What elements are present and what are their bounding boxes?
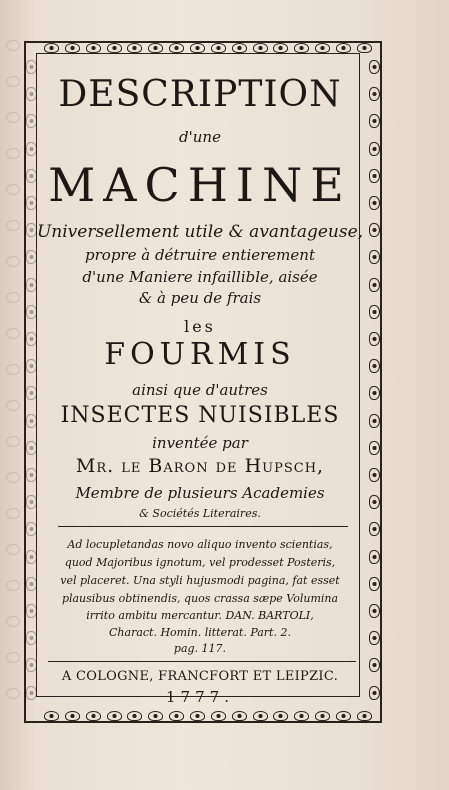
imprint-place: A COLOGNE, FRANCFORT ET LEIPZIC.: [61, 669, 339, 684]
author-name: Mr. le Baron de Hupsch,: [75, 455, 325, 477]
subtitle-line-4: & à peu de frais: [138, 289, 262, 307]
top-ornament-band: [44, 43, 372, 53]
title-description: DESCRIPTION: [58, 74, 342, 115]
quote-line-3: vel placeret. Una styli hujusmodi pagina, fat esset: [60, 574, 340, 587]
subtitle-line-3: d'une Maniere infaillible, aisée: [82, 268, 318, 286]
author-societies: & Sociétés Literaires.: [139, 507, 261, 520]
title-machine: MACHINE: [48, 158, 352, 212]
subtitle-les: les: [184, 317, 216, 336]
title-insectes: INSECTES NUISIBLES: [60, 403, 340, 428]
imprint-year: 1777.: [166, 688, 234, 706]
quote-line-6: Charact. Homin. litterat. Part. 2.: [109, 626, 291, 639]
quote-line-5: irrito ambitu mercantur. DAN. BARTOLI,: [86, 609, 314, 622]
bottom-ornament-band: [44, 711, 372, 721]
author-membership: Membre de plusieurs Academies: [75, 484, 325, 502]
subtitle-line-1: Universellement utile & avantageuse,: [36, 222, 364, 242]
title-fourmis: FOURMIS: [104, 337, 296, 372]
subtitle-ainsi: ainsi que d'autres: [132, 381, 268, 399]
quote-line-1: Ad locupletandas novo aliquo invento scientias,: [67, 538, 333, 551]
rule-above-quote: [58, 526, 348, 527]
subtitle-inventee: inventée par: [152, 434, 248, 452]
title-dune: d'une: [179, 128, 221, 146]
quote-line-2: quod Majoribus ignotum, vel prodesset Posteris,: [64, 556, 336, 569]
quote-line-4: plausibus obtinendis, quos crassa sæpe Volumina: [61, 592, 339, 605]
quote-line-7: pag. 117.: [173, 642, 227, 655]
subtitle-line-2: propre à détruire entierement: [85, 246, 315, 264]
rule-above-imprint: [48, 661, 356, 662]
